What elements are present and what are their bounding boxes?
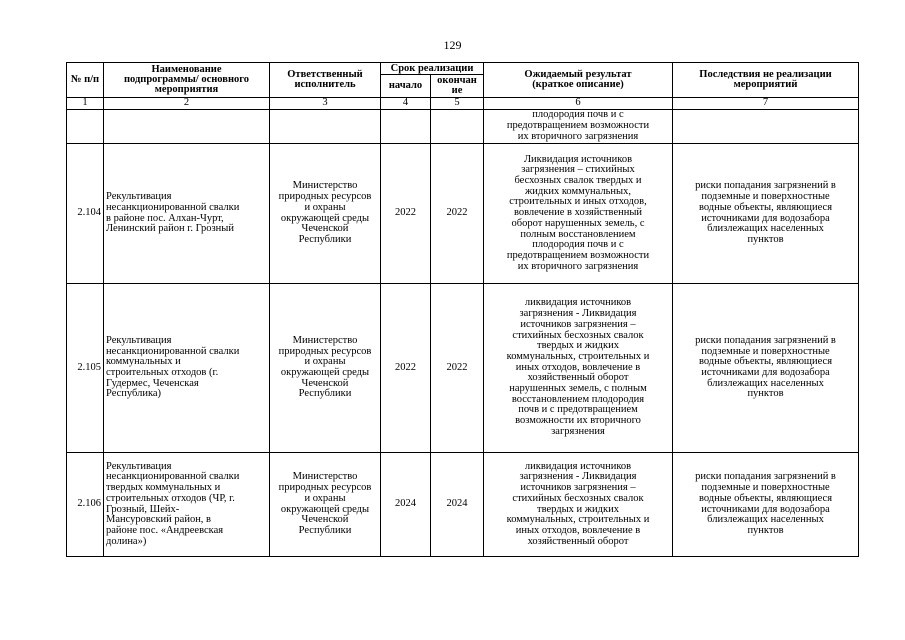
row-start-year: 2022 bbox=[381, 284, 431, 453]
row-executor: Министерство природных ресурсов и охраны окружающей среды Чеченской Республики bbox=[270, 144, 381, 284]
row-result: ликвидация источников загрязнения - Ликвидация источников загрязнения – стихийных бесхозных свалок твердых и жидких коммунальных, строительных и иных отходов, вовлечение в хозяйственный оборот bbox=[484, 453, 673, 557]
row-start-year: 2022 bbox=[381, 144, 431, 284]
row-executor: Министерство природных ресурсов и охраны окружающей среды Чеченской Республики bbox=[270, 284, 381, 453]
header-num: № п/п bbox=[67, 63, 104, 98]
row-name: Рекультивация несанкционированной свалки коммунальных и строительных отходов (г. Гудермес, Чеченская Республика) bbox=[104, 284, 270, 453]
row-consequences: риски попадания загрязнений в подземные и поверхностные водные объекты, являющиеся источниками для водозабора близлежащих населенных пунктов bbox=[673, 144, 859, 284]
row-end-year: 2022 bbox=[431, 284, 484, 453]
row-result: Ликвидация источников загрязнения – стихийных бесхозных свалок твердых и жидких коммунальных, строительных и иных отходов, вовлечение в хозяйственный оборот нарушенных земель, с полным восстановлением плодородия почв и с предотвращением возможности их вторичного загрязнения bbox=[484, 144, 673, 284]
column-number: 1 bbox=[67, 98, 104, 110]
row-consequences: риски попадания загрязнений в подземные и поверхностные водные объекты, являющиеся источниками для водозабора близлежащих населенных пунктов bbox=[673, 453, 859, 557]
row-end-year bbox=[431, 110, 484, 144]
table-row bbox=[67, 453, 859, 557]
page-number: 129 bbox=[443, 38, 462, 52]
table-row bbox=[67, 284, 859, 453]
header-result: Ожидаемый результат (краткое описание) bbox=[484, 63, 673, 98]
column-number: 5 bbox=[431, 98, 484, 110]
column-number: 4 bbox=[381, 98, 431, 110]
row-start-year: 2024 bbox=[381, 453, 431, 557]
row-end-year: 2022 bbox=[431, 144, 484, 284]
header-end: окончан ие bbox=[431, 75, 484, 98]
column-number: 7 bbox=[673, 98, 859, 110]
header-row bbox=[67, 63, 859, 75]
row-end-year: 2024 bbox=[431, 453, 484, 557]
row-executor bbox=[270, 110, 381, 144]
column-number: 3 bbox=[270, 98, 381, 110]
row-consequences bbox=[673, 110, 859, 144]
row-result: ликвидация источников загрязнения - Ликвидация источников загрязнения – стихийных бесхозных свалок твердых и жидких коммунальных, строительных и иных отходов, вовлечение в хозяйственный оборот нарушенных земель, с полным восстановлением плодородия почв и с предотвращением возможности их вторичного загрязнения bbox=[484, 284, 673, 453]
table-row bbox=[67, 110, 859, 144]
row-consequences: риски попадания загрязнений в подземные и поверхностные водные объекты, являющиеся источниками для водозабора близлежащих населенных пунктов bbox=[673, 284, 859, 453]
header-term: Срок реализации bbox=[381, 63, 484, 75]
row-name: Рекультивация несанкционированной свалки твердых коммунальных и строительных отходов (ЧР, г. Грозный, Шейх- Мансуровский район, в районе пос. «Андреевская долина») bbox=[104, 453, 270, 557]
row-executor: Министерство природных ресурсов и охраны окружающей среды Чеченской Республики bbox=[270, 453, 381, 557]
row-number: 2.106 bbox=[67, 453, 104, 557]
row-number: 2.104 bbox=[67, 144, 104, 284]
row-number: 2.105 bbox=[67, 284, 104, 453]
row-name bbox=[104, 110, 270, 144]
row-name: Рекультивация несанкционированной свалки в районе пос. Алхан-Чурт, Ленинский район г. Грозный bbox=[104, 144, 270, 284]
measures-table bbox=[66, 62, 859, 557]
row-result: плодородия почв и с предотвращением возможности их вторичного загрязнения bbox=[484, 110, 673, 144]
header-executor: Ответственный исполнитель bbox=[270, 63, 381, 98]
table-row bbox=[67, 144, 859, 284]
column-number: 2 bbox=[104, 98, 270, 110]
row-number bbox=[67, 110, 104, 144]
column-number: 6 bbox=[484, 98, 673, 110]
row-start-year bbox=[381, 110, 431, 144]
header-name: Наименование подпрограммы/ основного мероприятия bbox=[104, 63, 270, 98]
header-start: начало bbox=[381, 75, 431, 98]
column-numbers-row bbox=[67, 98, 859, 110]
header-consequences: Последствия не реализации мероприятий bbox=[673, 63, 859, 98]
